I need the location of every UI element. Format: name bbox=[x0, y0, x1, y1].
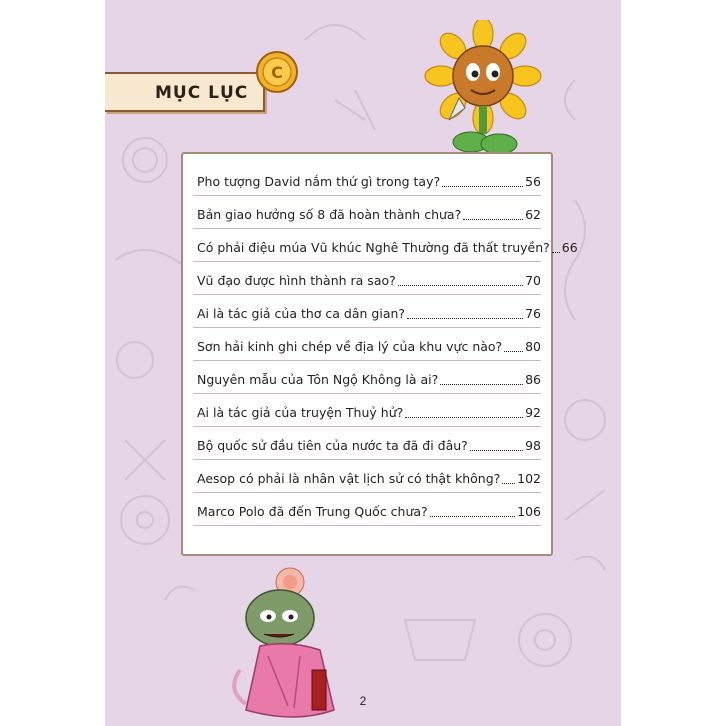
toc-leader-dots bbox=[552, 252, 560, 253]
toc-entry-page: 102 bbox=[517, 470, 541, 486]
toc-leader-dots bbox=[440, 384, 523, 385]
sunflower-character-icon bbox=[423, 20, 543, 160]
toc-entry-title: Marco Polo đã đến Trung Quốc chưa? bbox=[197, 503, 428, 519]
toc-entry-page: 70 bbox=[525, 272, 541, 288]
toc-leader-dots bbox=[405, 417, 523, 418]
toc-entry-title: Bản giao hưởng số 8 đã hoàn thành chưa? bbox=[197, 206, 462, 222]
toc-entry-page: 92 bbox=[525, 404, 541, 420]
toc-leader-dots bbox=[442, 186, 523, 187]
toc-entry-page: 66 bbox=[561, 239, 578, 255]
toc-entry[interactable] bbox=[183, 166, 551, 196]
toc-entry-page: 56 bbox=[525, 173, 541, 189]
toc-entry[interactable] bbox=[183, 364, 551, 394]
toc-entry-title: Sơn hải kinh ghi chép về địa lý của khu vực nào? bbox=[197, 338, 503, 354]
toc-list bbox=[183, 166, 578, 529]
toc-entry[interactable] bbox=[183, 232, 578, 262]
toc-leader-dots bbox=[470, 450, 523, 451]
toc-entry-title: Pho tượng David nắm thứ gì trong tay? bbox=[197, 173, 441, 189]
toc-entry-title: Bộ quốc sử đầu tiên của nước ta đã đi đâu? bbox=[197, 437, 468, 453]
toc-leader-dots bbox=[502, 483, 515, 484]
toc-entry-page: 106 bbox=[517, 503, 541, 519]
page-title: MỤC LỤC bbox=[155, 83, 249, 103]
toc-entry-page: 98 bbox=[525, 437, 541, 453]
toc-entry[interactable] bbox=[183, 463, 551, 493]
toc-entry-title: Nguyên mẫu của Tôn Ngộ Không là ai? bbox=[197, 371, 439, 387]
toc-entry-title: Có phải điệu múa Vũ khúc Nghê Thường đã thất truyền? bbox=[197, 239, 550, 255]
page-number: 2 bbox=[359, 694, 367, 708]
toc-entry-title: Ai là tác giả của truyện Thuỷ hử? bbox=[197, 404, 404, 420]
toc-leader-dots bbox=[398, 285, 523, 286]
toc-entry[interactable] bbox=[183, 496, 551, 526]
book-page bbox=[105, 0, 621, 726]
toc-leader-dots bbox=[463, 219, 523, 220]
table-of-contents bbox=[181, 152, 578, 556]
toc-leader-dots bbox=[430, 516, 515, 517]
toc-entry-title: Aesop có phải là nhân vật lịch sử có thật không? bbox=[197, 470, 501, 486]
toc-leader-dots bbox=[504, 351, 523, 352]
coin-symbol: C bbox=[271, 63, 283, 82]
toc-entry[interactable] bbox=[183, 265, 551, 295]
toc-leader-dots bbox=[407, 318, 523, 319]
toc-entry[interactable] bbox=[183, 298, 551, 328]
toc-entry-title: Vũ đạo được hình thành ra sao? bbox=[197, 272, 396, 288]
title-ribbon bbox=[105, 72, 265, 112]
toc-entry-title: Ai là tác giả của thơ ca dân gian? bbox=[197, 305, 406, 321]
toc-entry-page: 80 bbox=[525, 338, 541, 354]
toc-entry-page: 76 bbox=[525, 305, 541, 321]
toc-entry[interactable] bbox=[183, 397, 551, 427]
toc-entry-page: 62 bbox=[525, 206, 541, 222]
toc-entry[interactable] bbox=[183, 430, 551, 460]
toc-entry[interactable] bbox=[183, 199, 551, 229]
toc-entry[interactable] bbox=[183, 331, 551, 361]
toc-entry-page: 86 bbox=[525, 371, 541, 387]
gold-coin-icon bbox=[255, 50, 299, 94]
